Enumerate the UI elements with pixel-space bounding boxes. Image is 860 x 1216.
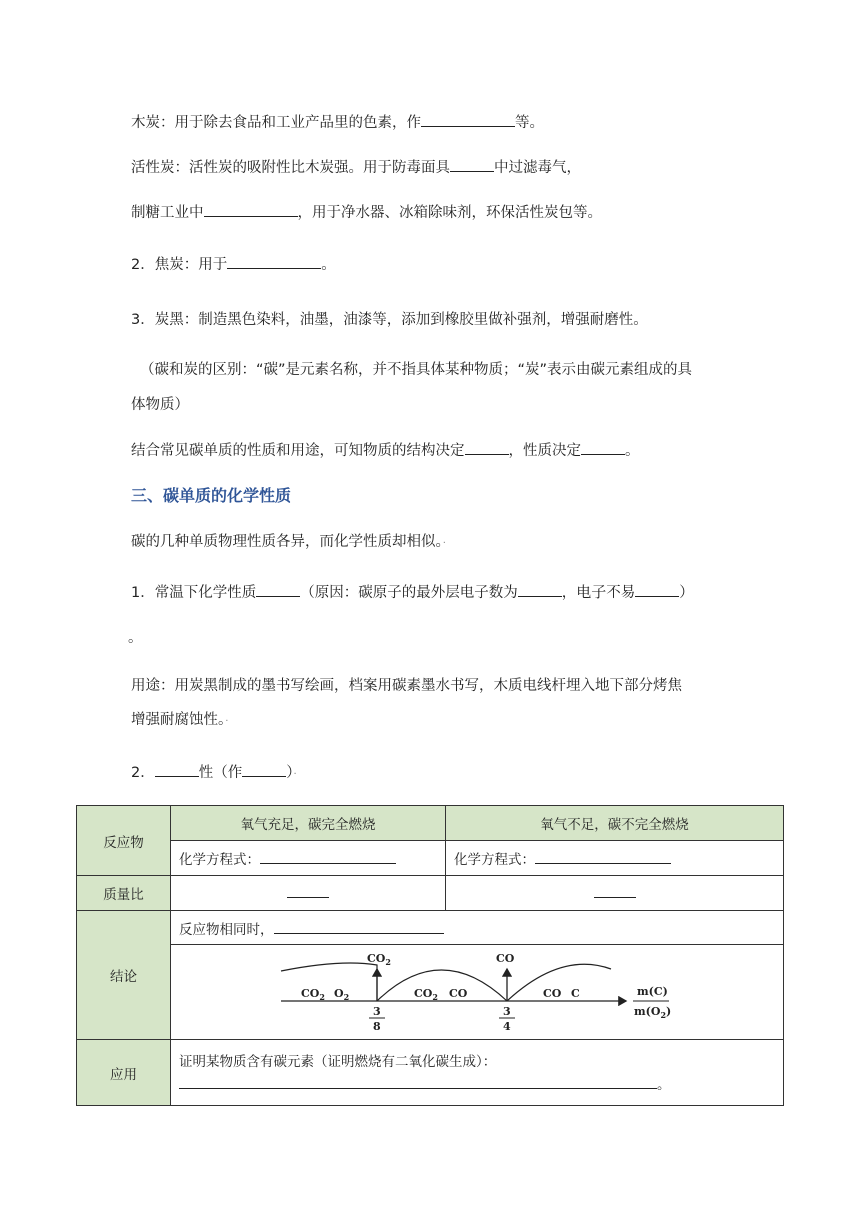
fill-blank[interactable] [594, 885, 636, 898]
mark: · [293, 769, 297, 780]
row-head-conclusion: 结论 [77, 911, 171, 1040]
mark: · [442, 538, 446, 549]
paragraph-coke [131, 254, 336, 275]
section-heading: 三、碳单质的化学性质 [131, 486, 292, 505]
fill-blank[interactable] [274, 921, 444, 934]
fill-blank[interactable] [450, 157, 494, 172]
label-co2-top: $CO_2$ [367, 952, 391, 967]
equation-label: 化学方程式： [454, 852, 535, 868]
curve-middle [377, 970, 507, 1001]
text: 中过滤毒气， [494, 160, 581, 176]
paragraph-note-line1: （碳和炭的区别：“碳”是元素名称，并不指具体某种物质；“炭”表示由碳元素组成的具 [140, 362, 693, 378]
col-head-incomplete: 氧气不足，碳不完全燃烧 [446, 806, 784, 841]
conclusion-label: 反应物相同时， [179, 921, 274, 938]
frac2-numerator: 3 [503, 1005, 511, 1018]
mass-ratio-complete [171, 876, 446, 911]
paragraph-structure [131, 440, 640, 461]
fill-blank[interactable] [256, 582, 300, 597]
application-cell [171, 1040, 784, 1106]
paragraph-room-temp [131, 582, 694, 603]
text: 碳的几种单质物理性质各异，而化学性质却相似。 [131, 534, 443, 550]
paragraph-property-2 [131, 762, 297, 785]
text: 增强耐腐蚀性。 [131, 712, 226, 728]
label-region2-co2: $CO_2$ [414, 987, 438, 1002]
text: 不易 [606, 585, 636, 601]
text: 活性炭：活性炭的吸附性比木炭强。用于防毒面具 [131, 160, 450, 176]
label-region1-o2: $O_2$ [334, 987, 350, 1002]
row-head-reactants: 反应物 [77, 806, 171, 876]
label-region3-co: CO [543, 987, 562, 1000]
axis-label-denominator: $m(O_2)$ [634, 1005, 672, 1020]
text: 电子 [576, 583, 607, 601]
fill-blank[interactable] [581, 440, 625, 455]
text: （原因：碳原子的最外层电子数为 [300, 585, 518, 601]
equation-cell-incomplete [446, 841, 784, 876]
row-head-application: 应用 [77, 1040, 171, 1106]
text: ） [286, 765, 294, 781]
application-text: 证明某物质含有碳元素（证明燃烧有二氧化碳生成）： [179, 1053, 497, 1070]
label-co-top: CO [496, 952, 515, 965]
text: 1．常温下化学性质 [131, 585, 257, 601]
paragraph-sugar-industry [131, 202, 602, 223]
paragraph-usage-line1: 用途：用炭黑制成的墨书写绘画，档案用碳素墨水书写，木质电线杆埋入地下部分烤焦 [131, 678, 682, 694]
combustion-diagram [171, 945, 783, 1035]
text: 结合常见碳单质的性质和用途，可知物质的结构决定 [131, 443, 465, 459]
fill-blank[interactable] [179, 1076, 657, 1089]
paragraph-note-line2: 体物质） [131, 397, 189, 413]
equation-label: 化学方程式： [179, 852, 260, 868]
text: 等。 [515, 115, 544, 131]
paragraph-room-temp-end: 。 [128, 630, 143, 646]
paragraph-chemical-similar [131, 532, 446, 554]
fill-blank[interactable] [242, 762, 286, 777]
fill-blank[interactable] [518, 582, 562, 597]
text: 木炭：用于除去食品和工业产品里的色素，作 [131, 115, 421, 131]
text: ，用于净水器、冰箱除味剂，环保活性炭包等。 [297, 205, 602, 221]
label-region3-c: C [571, 987, 580, 1000]
frac1-numerator: 3 [373, 1005, 381, 1018]
application-answer-line [179, 1074, 775, 1096]
fill-blank[interactable] [287, 885, 329, 898]
text: 。 [625, 443, 640, 459]
label-region2-co: CO [449, 987, 468, 1000]
text: 。 [321, 257, 336, 273]
equation-cell-complete [171, 841, 446, 876]
paragraph-usage-line2 [131, 710, 228, 732]
curve-left [281, 963, 377, 1001]
conclusion-text-cell [171, 911, 784, 945]
axis-label-numerator: m(C) [637, 985, 668, 998]
mass-ratio-incomplete [446, 876, 784, 911]
text: ， [561, 585, 577, 601]
fill-blank[interactable] [421, 112, 515, 127]
paragraph-charcoal [131, 112, 544, 133]
row-head-mass-ratio: 质量比 [77, 876, 171, 911]
conclusion-diagram-cell [171, 945, 784, 1040]
frac1-denominator: 8 [373, 1020, 381, 1033]
label-region1-co2: $CO_2$ [301, 987, 325, 1002]
col-head-complete: 氧气充足，碳完全燃烧 [171, 806, 446, 841]
text: ，性质决定 [508, 443, 581, 459]
fill-blank[interactable] [204, 202, 298, 217]
text: 性（作 [198, 765, 243, 781]
frac2-denominator: 4 [503, 1020, 511, 1033]
fill-blank[interactable] [260, 851, 396, 864]
fill-blank[interactable] [227, 254, 321, 269]
fill-blank[interactable] [155, 762, 199, 777]
fill-blank[interactable] [535, 851, 671, 864]
fill-blank[interactable] [465, 440, 509, 455]
text: 制糖工业中 [131, 205, 204, 221]
text: 2．焦炭：用于 [131, 257, 228, 273]
text: 。 [657, 1076, 671, 1093]
text: 2． [131, 765, 155, 781]
fill-blank[interactable] [635, 582, 679, 597]
mark: · [225, 716, 229, 727]
text: ） [679, 585, 694, 601]
paragraph-activated-carbon [131, 157, 581, 178]
combustion-table [76, 805, 784, 1106]
paragraph-carbon-black: 3．炭黑：制造黑色染料，油墨，油漆等，添加到橡胶里做补强剂，增强耐磨性。 [131, 312, 648, 328]
